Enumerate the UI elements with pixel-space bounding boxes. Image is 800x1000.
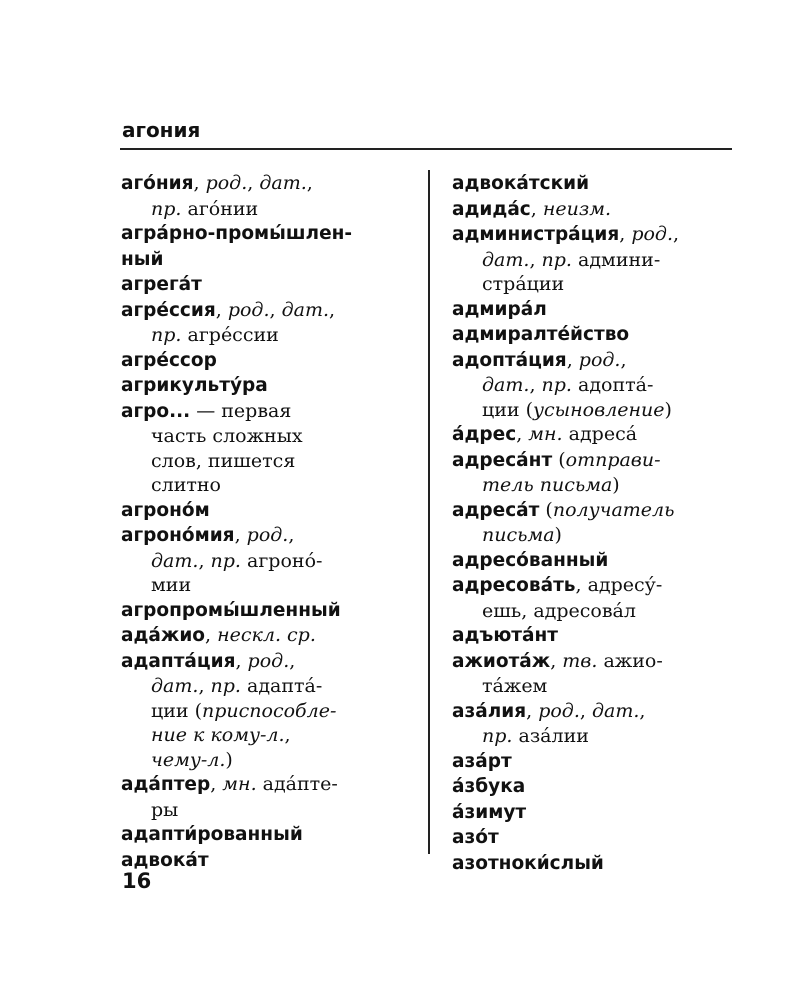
entry-headline xyxy=(452,623,742,649)
entry-grammar-note: род. xyxy=(246,524,289,546)
entry-text: агроно́- xyxy=(240,549,323,572)
entry-text: , xyxy=(193,172,206,194)
entry-headword: агропромы́шленный xyxy=(121,599,341,621)
entry-text: , xyxy=(205,624,218,646)
entry-headline xyxy=(121,523,417,549)
entry-text: ции ( xyxy=(482,398,533,421)
entry-text: ) xyxy=(612,474,620,496)
dictionary-entry xyxy=(121,272,417,298)
right-column xyxy=(452,171,742,876)
entry-continuation xyxy=(121,748,417,773)
entry-text: , xyxy=(288,524,295,546)
entry-headword: агроно́м xyxy=(121,499,210,521)
entry-headword: адреса́нт xyxy=(452,449,553,471)
entry-text: — первая xyxy=(190,399,292,422)
dictionary-entry xyxy=(452,800,742,826)
dictionary-entry xyxy=(452,548,742,574)
entry-grammar-note: письма xyxy=(482,524,555,546)
dictionary-entry xyxy=(121,498,417,524)
entry-grammar-note: пр. xyxy=(541,248,572,271)
entry-text: ) xyxy=(664,398,672,421)
dictionary-entry xyxy=(452,197,742,223)
entry-headline xyxy=(121,772,417,798)
dictionary-entry xyxy=(121,399,417,498)
entry-text: , xyxy=(306,172,313,194)
entry-continuation xyxy=(121,699,417,724)
entry-headword: адопта́ция xyxy=(452,349,567,371)
dictionary-entry xyxy=(452,171,742,197)
entry-text: , xyxy=(526,699,539,722)
entry-headline xyxy=(121,822,417,848)
entry-text: ) xyxy=(225,748,233,771)
dictionary-entry xyxy=(121,598,417,624)
entry-text: , xyxy=(215,298,228,321)
entry-headword: агроно́мия xyxy=(121,525,235,546)
entry-text: ( xyxy=(552,448,566,471)
entry-continuation xyxy=(121,449,417,474)
entry-headline xyxy=(452,171,742,197)
entry-text: , xyxy=(529,248,542,271)
entry-headword: ада́жио xyxy=(121,625,205,646)
entry-headline xyxy=(452,573,742,599)
entry-grammar-note: мн. xyxy=(528,423,563,445)
entry-headline xyxy=(452,297,742,323)
entry-grammar-note: пр. xyxy=(151,324,182,346)
entry-continuation xyxy=(121,247,417,273)
entry-text: админи- xyxy=(571,248,661,271)
entry-headword: ажиота́ж xyxy=(452,650,551,672)
entry-text: аго́нии xyxy=(181,197,259,220)
entry-headword: а́збука xyxy=(452,776,526,797)
entry-headword: аго́ния xyxy=(121,173,194,194)
entry-text: ) xyxy=(554,524,562,546)
entry-grammar-note: ние к кому-л. xyxy=(151,724,285,746)
entry-grammar-note: дат. xyxy=(482,374,530,396)
entry-headword: адапти́рованный xyxy=(121,824,303,845)
entry-text: , xyxy=(619,223,632,245)
dictionary-entry xyxy=(452,623,742,649)
entry-grammar-note: нескл. ср. xyxy=(217,624,316,646)
entry-text: , xyxy=(673,223,680,245)
entry-headline xyxy=(452,322,742,348)
entry-text: , xyxy=(620,348,627,371)
entry-grammar-note: род. xyxy=(247,649,290,672)
entry-headline xyxy=(121,373,417,399)
dictionary-entry xyxy=(452,498,742,548)
entry-grammar-note: дат. xyxy=(259,172,307,194)
entry-text: , xyxy=(329,298,336,321)
entry-grammar-note: отправи- xyxy=(565,448,661,471)
entry-text: , xyxy=(284,724,291,746)
dictionary-entry xyxy=(452,297,742,323)
entry-headline xyxy=(452,498,742,524)
entry-headword: аза́лия xyxy=(452,700,527,722)
dictionary-entry xyxy=(121,649,417,773)
entry-headword: адапта́ция xyxy=(121,650,236,672)
entry-headword: агра́рно-промы́шлен- xyxy=(121,223,353,244)
entry-grammar-note: чему-л. xyxy=(151,748,226,771)
dictionary-entry xyxy=(452,322,742,348)
entry-text: та́жем xyxy=(482,675,548,697)
entry-grammar-note: пр. xyxy=(210,549,241,572)
entry-grammar-note: дат. xyxy=(591,699,640,722)
entry-headword: адмира́л xyxy=(452,298,547,320)
entry-headline xyxy=(452,800,742,826)
entry-headline xyxy=(121,221,417,247)
entry-text: , адресу́- xyxy=(575,574,663,596)
entry-grammar-note: получатель xyxy=(552,498,675,521)
column-divider xyxy=(428,170,430,854)
entry-continuation xyxy=(452,674,742,699)
entry-headline xyxy=(121,649,417,675)
entry-headline xyxy=(452,222,742,248)
entry-text: слитно xyxy=(151,474,221,496)
entry-headline xyxy=(452,422,742,448)
entry-continuation xyxy=(121,723,417,748)
entry-text: мии xyxy=(151,574,192,596)
entry-headline xyxy=(121,298,417,324)
entry-continuation xyxy=(121,573,417,598)
running-header: агония xyxy=(122,118,201,142)
entry-headline xyxy=(452,548,742,574)
dictionary-entry xyxy=(452,699,742,749)
entry-text: , xyxy=(530,197,543,220)
entry-grammar-note: пр. xyxy=(482,725,513,747)
entry-continuation xyxy=(452,248,742,273)
entry-headline xyxy=(452,774,742,800)
entry-headword: аза́рт xyxy=(452,750,512,772)
header-rule xyxy=(120,148,732,150)
entry-headline xyxy=(121,848,417,874)
entry-text: ( xyxy=(539,498,553,521)
entry-headword: ный xyxy=(121,248,164,270)
entry-text: , xyxy=(516,423,529,445)
dictionary-entry xyxy=(121,822,417,848)
entry-grammar-note: пр. xyxy=(210,675,241,697)
entry-continuation xyxy=(121,197,417,222)
entry-continuation xyxy=(121,798,417,823)
dictionary-entry xyxy=(452,649,742,699)
entry-grammar-note: дат. xyxy=(281,298,330,321)
dictionary-entry xyxy=(452,348,742,423)
entry-headline xyxy=(452,749,742,775)
entry-continuation xyxy=(452,373,742,398)
entry-text: , xyxy=(550,649,563,672)
entry-headword: агре́ссор xyxy=(121,349,217,371)
entry-headword: азотноки́слый xyxy=(452,852,604,874)
entry-headline xyxy=(121,272,417,298)
entry-headword: а́дрес xyxy=(452,424,517,445)
entry-grammar-note: дат. xyxy=(151,549,199,572)
entry-grammar-note: тель письма xyxy=(482,474,613,496)
dictionary-entry xyxy=(121,373,417,399)
dictionary-entry xyxy=(452,825,742,851)
entry-text: адопта́- xyxy=(571,374,654,396)
entry-grammar-note: род. xyxy=(578,348,621,371)
dictionary-entry xyxy=(452,749,742,775)
dictionary-entry xyxy=(121,171,417,221)
entry-text: ада́пте- xyxy=(256,773,338,795)
entry-text: аза́лии xyxy=(512,725,589,747)
entry-headline xyxy=(121,498,417,524)
entry-headword: агре́ссия xyxy=(121,299,216,321)
entry-continuation xyxy=(121,424,417,449)
dictionary-entry xyxy=(121,348,417,374)
dictionary-entry xyxy=(121,523,417,598)
entry-headline xyxy=(452,699,742,725)
entry-text: ры xyxy=(151,798,179,821)
left-column xyxy=(121,171,417,873)
entry-grammar-note: род. xyxy=(205,172,248,194)
entry-text: , xyxy=(639,699,646,722)
entry-continuation xyxy=(452,398,742,423)
entry-continuation xyxy=(121,323,417,348)
entry-text: стра́ции xyxy=(482,273,565,295)
entry-continuation xyxy=(121,674,417,699)
entry-text: , xyxy=(234,524,247,546)
entry-headline xyxy=(452,197,742,223)
entry-text: слов, пишется xyxy=(151,449,296,472)
entry-text: часть сложных xyxy=(151,425,303,447)
entry-headword: агрега́т xyxy=(121,274,202,295)
entry-grammar-note: усыновление xyxy=(533,398,665,421)
entry-grammar-note: приспособле- xyxy=(202,699,337,722)
entry-headline xyxy=(121,598,417,624)
dictionary-entry xyxy=(452,222,742,297)
page-number: 16 xyxy=(122,869,152,893)
entry-headword: администра́ция xyxy=(452,224,620,245)
entry-grammar-note: тв. xyxy=(562,649,598,672)
entry-text: , xyxy=(289,649,296,672)
entry-headline xyxy=(121,171,417,197)
entry-text: ции ( xyxy=(151,699,202,722)
dictionary-entry xyxy=(121,772,417,822)
entry-grammar-note: дат. xyxy=(151,675,199,697)
dictionary-entry xyxy=(452,448,742,498)
dictionary-entry xyxy=(452,422,742,448)
entry-text: , xyxy=(198,675,211,697)
entry-continuation xyxy=(121,549,417,574)
entry-grammar-note: пр. xyxy=(151,197,182,220)
entry-headline xyxy=(452,851,742,877)
entry-headword: адресо́ванный xyxy=(452,549,609,571)
dictionary-entry xyxy=(121,221,417,272)
entry-grammar-note: дат. xyxy=(482,248,530,271)
entry-headword: агро... xyxy=(121,400,191,422)
entry-headline xyxy=(121,623,417,649)
entry-headline xyxy=(452,348,742,374)
entry-headword: адъюта́нт xyxy=(452,625,559,646)
entry-grammar-note: неизм. xyxy=(542,197,612,220)
entry-grammar-note: род. xyxy=(227,298,270,321)
entry-headline xyxy=(452,825,742,851)
entry-text: ажио- xyxy=(597,649,663,672)
dictionary-entry xyxy=(452,851,742,877)
entry-continuation xyxy=(452,523,742,548)
dictionary-entry xyxy=(121,298,417,348)
entry-headword: адвока́тский xyxy=(452,173,590,194)
entry-grammar-note: род. xyxy=(538,699,580,722)
entry-headline xyxy=(452,649,742,675)
entry-continuation xyxy=(121,473,417,498)
entry-text: , xyxy=(566,348,579,371)
entry-grammar-note: мн. xyxy=(222,773,257,795)
entry-headword: азо́т xyxy=(452,827,499,848)
entry-headword: адвока́т xyxy=(121,849,209,871)
entry-headline xyxy=(121,348,417,374)
entry-headword: адмиралте́йство xyxy=(452,324,630,345)
entry-text: адреса́ xyxy=(562,423,638,445)
entry-headline xyxy=(452,448,742,474)
entry-headword: а́зимут xyxy=(452,801,527,823)
dictionary-entry xyxy=(452,774,742,800)
entry-text: , xyxy=(235,649,248,672)
entry-text: , xyxy=(529,374,542,396)
entry-headword: агрикульту́ра xyxy=(121,375,268,396)
entry-continuation xyxy=(452,473,742,498)
entry-text: агре́ссии xyxy=(181,324,279,346)
entry-headword: адида́с xyxy=(452,198,531,220)
entry-continuation xyxy=(452,724,742,749)
entry-text: адапта́- xyxy=(240,675,323,697)
entry-grammar-note: род. xyxy=(631,223,674,245)
dictionary-entry xyxy=(452,573,742,623)
entry-continuation xyxy=(452,599,742,624)
entry-text: , xyxy=(269,298,282,321)
dictionary-entry xyxy=(121,848,417,874)
entry-text: , xyxy=(247,172,260,194)
entry-grammar-note: пр. xyxy=(541,374,572,396)
entry-headline xyxy=(121,399,417,425)
entry-text: , xyxy=(198,549,211,572)
entry-headword: ада́птер xyxy=(121,774,211,795)
entry-text: , xyxy=(579,699,592,722)
entry-continuation xyxy=(452,272,742,297)
entry-headword: адреса́т xyxy=(452,499,540,521)
entry-text: , xyxy=(210,773,223,795)
dictionary-entry xyxy=(121,623,417,649)
entry-text: ешь, адресова́л xyxy=(482,599,636,622)
entry-headword: адресова́ть xyxy=(452,575,576,596)
